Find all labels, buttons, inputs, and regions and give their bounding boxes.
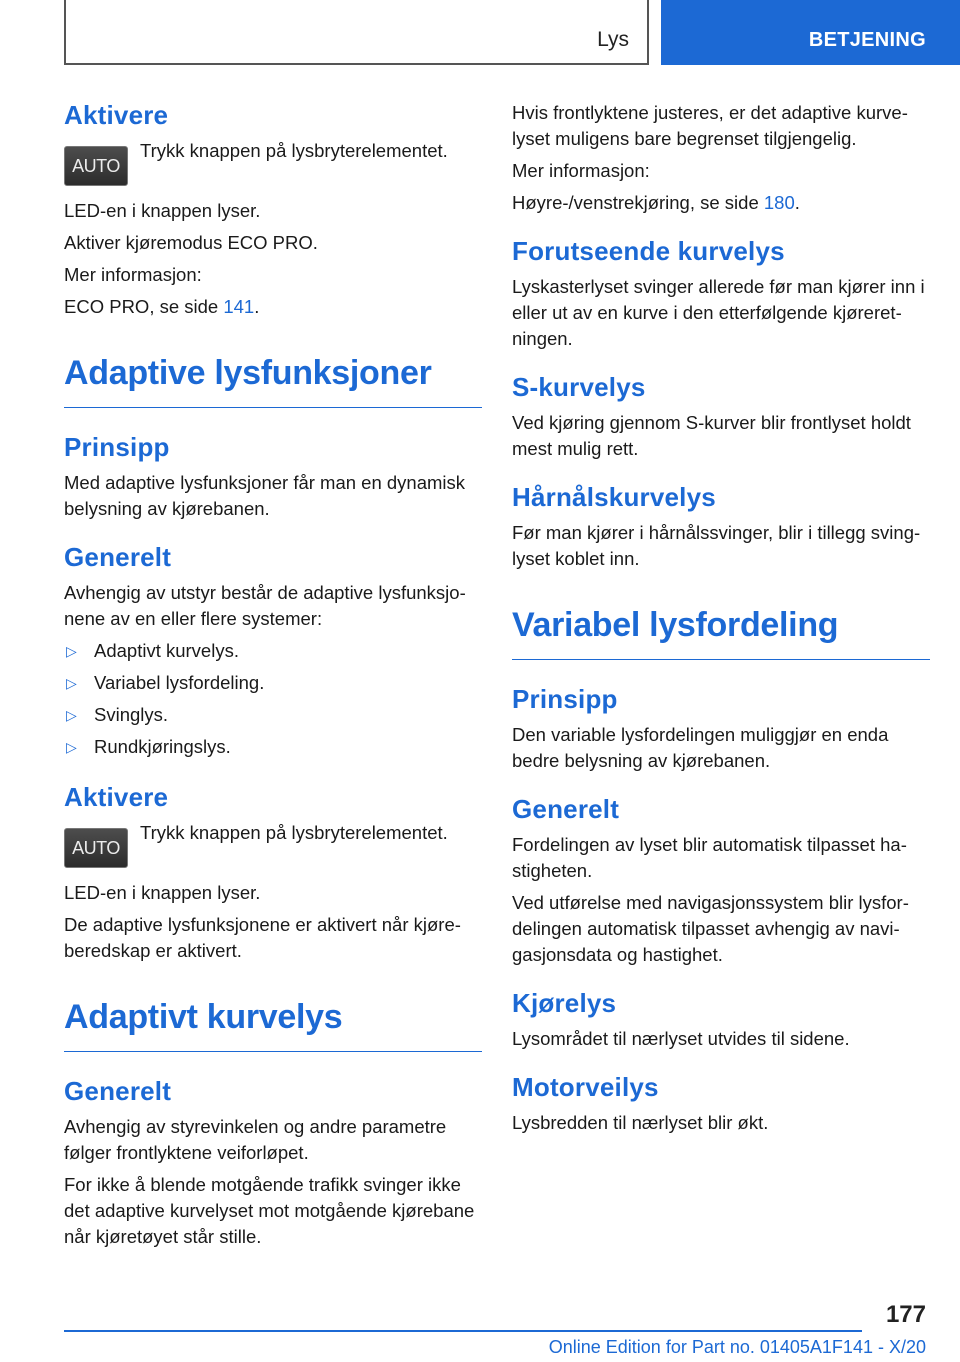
paragraph: Avhengig av utstyr består de adaptive lysfunksjonene av en eller flere systemer: <box>64 582 466 629</box>
header-chapter-label: BETJENING <box>808 29 926 51</box>
header-section-title: Lys <box>597 28 629 51</box>
cross-reference <box>512 190 930 216</box>
heading-aktivere: Aktivere <box>64 100 169 130</box>
paragraph: LED-en i knappen lyser. <box>64 200 261 221</box>
paragraph: Hvis frontlyktene justeres, er det adaptive kurvelyset muligens bare begrenset tilgjengelig. <box>512 102 908 149</box>
heading-generelt: Generelt <box>512 794 620 824</box>
footer-divider <box>64 1330 862 1332</box>
reference-end: . <box>254 296 260 317</box>
heading-generelt: Generelt <box>64 542 172 572</box>
list-item: ▷ Variabel lysfordeling. <box>64 670 482 696</box>
triangle-bullet-icon: ▷ <box>66 739 77 755</box>
header-section-box <box>64 0 649 65</box>
cross-reference <box>64 294 482 320</box>
paragraph: Mer informasjon: <box>512 160 650 181</box>
function-list <box>64 638 482 760</box>
paragraph: Lysområdet til nærlyset utvides til sidene. <box>512 1028 850 1049</box>
paragraph: De adaptive lysfunksjonene er aktivert når kjøreberedskap er aktivert. <box>64 914 461 961</box>
triangle-bullet-icon: ▷ <box>66 675 77 691</box>
paragraph: Fordelingen av lyset blir automatisk tilpasset hastigheten. <box>512 834 907 881</box>
auto-instruction <box>64 138 482 186</box>
heading-prinsipp: Prinsipp <box>512 684 618 714</box>
paragraph: Mer informasjon: <box>64 264 202 285</box>
paragraph: Avhengig av styrevinkelen og andre parametre følger frontlyktene veiforløpet. <box>64 1116 447 1163</box>
page-number: 177 <box>885 1301 926 1328</box>
reference-text: Høyre-/venstrekjøring, se side <box>512 192 764 213</box>
paragraph: LED-en i knappen lyser. <box>64 882 261 903</box>
list-item: ▷ Adaptivt kurvelys. <box>64 638 482 664</box>
paragraph: Lysbredden til nærlyset blir økt. <box>512 1112 769 1133</box>
heading-harnalskurvelys: Hårnålskurvelys <box>512 482 716 512</box>
paragraph: Den variable lysfordelingen muliggjør en enda bedre belysning av kjørebanen. <box>512 724 889 771</box>
heading-forutseende: Forutseende kurvelys <box>512 236 785 266</box>
instruction-text: Trykk knappen på lysbryterelementet. <box>140 822 448 843</box>
paragraph: Lyskasterlyset svinger allerede før man kjører inn i eller ut av en kurve i den etterfølgende kjøreretningen. <box>512 276 925 349</box>
auto-button-icon: AUTO <box>64 828 128 868</box>
paragraph: Før man kjører i hårnålssvinger, blir i tillegg svinglyset koblet inn. <box>512 522 921 569</box>
page-link[interactable]: 180 <box>763 192 795 213</box>
header-chapter-tab <box>661 0 960 65</box>
section-title-kurvelys: Adaptivt kurvelys <box>64 998 482 1052</box>
section-title-adaptive: Adaptive lysfunksjoner <box>64 354 482 408</box>
heading-generelt: Generelt <box>64 1076 172 1106</box>
auto-button-icon: AUTO <box>64 146 128 186</box>
left-column <box>64 100 482 1256</box>
paragraph: Ved kjøring gjennom S-kurver blir frontlyset holdt mest mulig rett. <box>512 412 911 459</box>
right-column <box>512 100 930 1142</box>
footer-edition: Online Edition for Part no. 01405A1F141 - X/20 <box>548 1337 926 1357</box>
instruction-text: Trykk knappen på lysbryterelementet. <box>140 140 448 161</box>
paragraph: Ved utførelse med navigasjonssystem blir lysfordelingen automatisk tilpasset avhengig av navigasjonsdata og hastighet. <box>512 892 909 965</box>
heading-s-kurvelys: S-kurvelys <box>512 372 646 402</box>
heading-motorveilys: Motorveilys <box>512 1072 659 1102</box>
heading-aktivere: Aktivere <box>64 782 169 812</box>
triangle-bullet-icon: ▷ <box>66 643 77 659</box>
paragraph: Med adaptive lysfunksjoner får man en dynamisk belysning av kjørebanen. <box>64 472 466 519</box>
reference-end: . <box>794 192 800 213</box>
paragraph: Aktiver kjøremodus ECO PRO. <box>64 232 318 253</box>
triangle-bullet-icon: ▷ <box>66 707 77 723</box>
heading-prinsipp: Prinsipp <box>64 432 170 462</box>
paragraph: For ikke å blende motgående trafikk svinger ikke det adaptive kurvelyset mot motgående kjørebane når kjøretøyet står stille. <box>64 1174 475 1247</box>
list-item: ▷ Svinglys. <box>64 702 482 728</box>
auto-instruction <box>64 820 482 868</box>
list-item: ▷ Rundkjøringslys. <box>64 734 482 760</box>
reference-text: ECO PRO, se side <box>64 296 224 317</box>
section-title-variabel: Variabel lysfordeling <box>512 606 930 660</box>
heading-kjorelys: Kjørelys <box>512 988 617 1018</box>
page-link[interactable]: 141 <box>223 296 255 317</box>
